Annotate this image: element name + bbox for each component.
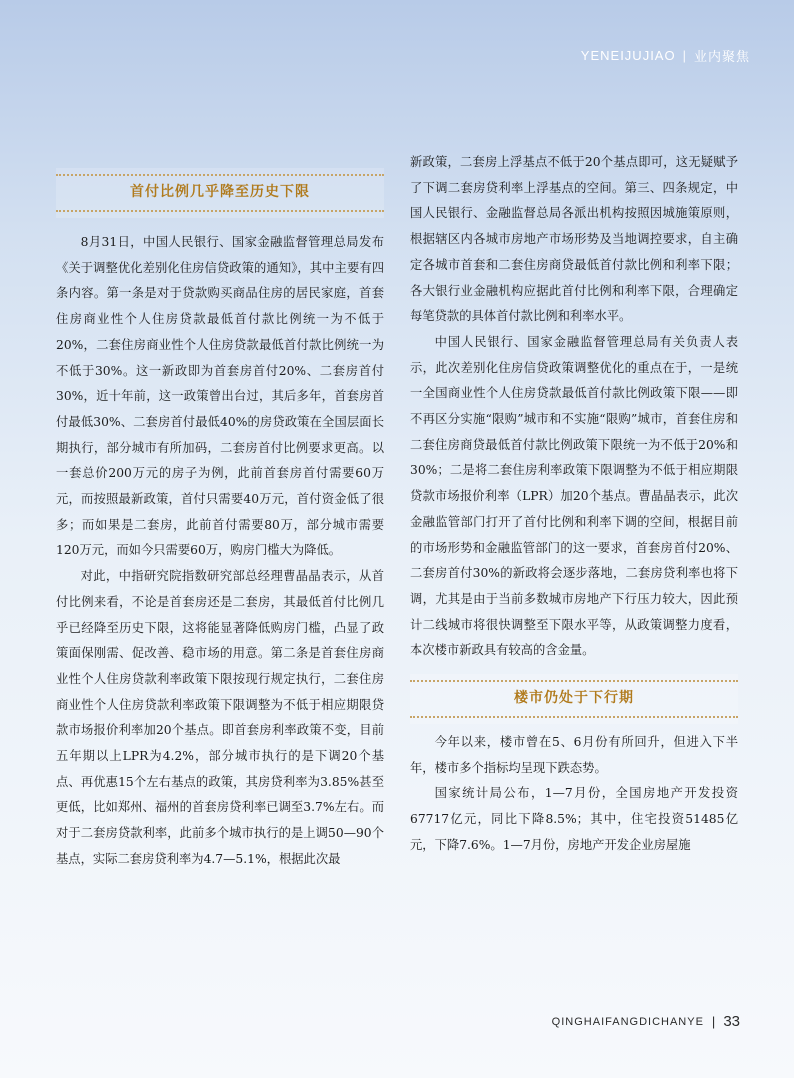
left-column — [56, 168, 384, 873]
body-paragraph-continued: 新政策，二套房上浮基点不低于20个基点即可，这无疑赋予了下调二套房贷利率上浮基点的空间。第三、四条规定，中国人民银行、金融监督总局各派出机构按照因城施策原则，根据辖区内各城市房地产市场形势及当地调控要求，自主确定各城市首套和二套住房商贷最低首付款比例和利率下限；各大银行业金融机构应据此首付比例和利率下限，合理确定每笔贷款的具体首付款比例和利率水平。 — [410, 155, 738, 324]
header-pinyin: YENEIJUJIAO — [580, 48, 676, 63]
running-header — [581, 46, 750, 65]
section-heading-text: 首付比例几乎降至历史下限 — [130, 184, 310, 201]
section-heading-down-payment — [56, 168, 384, 218]
right-column — [410, 150, 738, 859]
section-heading-text: 楼市仍处于下行期 — [514, 690, 634, 707]
body-paragraph: 今年以来，楼市曾在5、6月份有所回升，但进入下半年，楼市多个指标均呈现下跌态势。 — [410, 735, 738, 775]
body-paragraph: 8月31日，中国人民银行、国家金融监督管理总局发布《关于调整优化差别化住房信贷政策的通知》，其中主要有四条内容。第一条是对于贷款购买商品住房的居民家庭，首套住房商业性个人住房贷款最低首付款比例统一为不低于20%，二套住房商业性个人住房贷款最低首付款比例统一为不低于30%。这一新政即为首套房首付20%、二套房首付30%，近十年前，这一政策曾出台过，其后多年，首套房首付最低30%、二套房首付最低40%的房贷政策在全国层面长期执行，部分城市有所加码，二套房首付比例要求更高。以一套总价200万元的房子为例，此前首套房首付需要60万元，而按照最新政策，首付只需要40万元，首付资金低了很多；而如果是二套房，此前首付需要80万，部分城市需要120万元，而如今只需要60万，购房门槛大为降低。 — [56, 235, 384, 558]
body-paragraph: 中国人民银行、国家金融监督管理总局有关负责人表示，此次差别化住房信贷政策调整优化的重点在于，一是统一全国商业性个人住房贷款最低首付款比例政策下限——即不再区分实施“限购”城市和不实施“限购”城市，首套住房和二套住房商贷最低首付款比例政策下限统一为不低于20%和30%；二是将二套住房利率政策下限调整为不低于相应期限贷款市场报价利率（LPR）加20个基点。曹晶晶表示，此次金融监管部门打开了首付比例和利率下调的空间，根据目前的市场形势和金融监管部门的这一要求，首套房首付20%、二套房首付30%的新政将会逐步落地，二套房贷利率也将下调，尤其是由于当前多数城市房地产下行压力较大，因此预计二线城市将很快调整至下限水平等，从政策调整力度看，本次楼市新政具有较高的含金量。 — [410, 334, 738, 658]
section-heading-market-downturn — [410, 674, 738, 724]
page-footer — [552, 1013, 740, 1030]
header-section: 业内聚焦 — [693, 50, 750, 65]
page-number: 33 — [723, 1013, 740, 1030]
body-paragraph: 对此，中指研究院指数研究部总经理曹晶晶表示，从首付比例来看，不论是首套房还是二套房，其最低首付比例几乎已经降至历史下限，这将能显著降低购房门槛，凸显了政策面保刚需、促改善、稳市场的用意。第二条是首套住房商业性个人住房贷款利率政策下限按现行规定执行，二套住房商业性个人住房贷款利率政策下限调整为不低于相应期限贷款市场报价利率加20个基点。即首套房利率政策不变，目前五年期以上LPR为4.2%，部分城市执行的是下调20个基点、再优惠15个左右基点的政策，其房贷利率为3.85%甚至更低，比如郑州、福州的首套房贷利率已调至3.7%左右。而对于二套房贷款利率，此前多个城市执行的是上调50—90个基点，实际二套房贷利率为4.7—5.1%，根据此次最 — [56, 569, 384, 866]
footer-publication: QINGHAIFANGDICHANYE — [551, 1015, 704, 1028]
footer-separator: | — [711, 1014, 716, 1029]
body-paragraph: 国家统计局公布，1—7月份，全国房地产开发投资67717亿元，同比下降8.5%；其中，住宅投资51485亿元，下降7.6%。1—7月份，房地产开发企业房屋施 — [410, 786, 738, 852]
header-separator: | — [682, 48, 687, 63]
